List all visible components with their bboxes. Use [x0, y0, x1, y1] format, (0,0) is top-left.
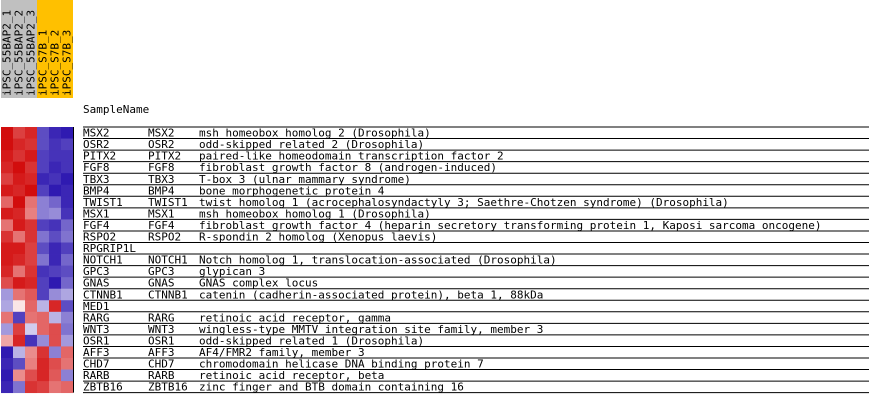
row-probe-label: RARB	[83, 369, 110, 383]
heatmap-cell	[13, 150, 25, 162]
row-description-label: T-box 3 (ulnar mammary syndrome)	[199, 172, 411, 186]
heatmap-cell	[37, 196, 49, 208]
heatmap-cell	[13, 323, 25, 335]
heatmap-cell	[1, 346, 13, 358]
heatmap-cell	[49, 208, 61, 220]
heatmap-cell	[49, 254, 61, 266]
heatmap-cell	[1, 335, 13, 347]
heatmap-cell	[13, 358, 25, 370]
heatmap-cell	[37, 358, 49, 370]
heatmap-cell	[37, 289, 49, 301]
row-description-label: odd-skipped related 2 (Drosophila)	[199, 138, 425, 152]
row-symbol-label: BMP4	[148, 184, 175, 198]
heatmap-cell	[49, 381, 61, 393]
heatmap-cell	[49, 196, 61, 208]
heatmap-cell	[1, 243, 13, 255]
row-probe-label: PITX2	[83, 149, 117, 163]
row-symbol-label: RARB	[148, 369, 175, 383]
heatmap-cell	[37, 139, 49, 151]
heatmap-cell	[25, 139, 37, 151]
heatmap-cell	[61, 277, 73, 289]
heatmap-cell	[13, 300, 25, 312]
row-probe-label: ZBTB16	[83, 380, 123, 394]
row-description-label: fibroblast growth factor 8 (androgen-induced)	[199, 161, 498, 175]
heatmap-cell	[25, 381, 37, 393]
heatmap-cell	[1, 139, 13, 151]
heatmap-cell	[25, 277, 37, 289]
heatmap-cell	[37, 335, 49, 347]
heatmap-cell	[1, 196, 13, 208]
heatmap-cell	[13, 162, 25, 174]
heatmap-cell	[1, 370, 13, 382]
heatmap-cell	[37, 266, 49, 278]
row-description-label: glypican 3	[199, 265, 266, 279]
heatmap-cell	[37, 381, 49, 393]
row-description-label: wingless-type MMTV integration site family, member 3	[199, 322, 544, 336]
heatmap-cell	[25, 219, 37, 231]
row-description-label: msh homeobox homolog 2 (Drosophila)	[199, 126, 431, 140]
heatmap-cell	[37, 370, 49, 382]
row-symbol-label: NOTCH1	[148, 253, 188, 267]
column-label: iPSC_S7B_2	[48, 29, 62, 96]
row-description-label: retinoic acid receptor, gamma	[199, 311, 392, 325]
heatmap-cell	[1, 323, 13, 335]
heatmap-cell	[25, 150, 37, 162]
heatmap-cell	[13, 219, 25, 231]
heatmap-cell	[13, 335, 25, 347]
heatmap-cell	[25, 300, 37, 312]
heatmap-cell	[1, 162, 13, 174]
row-probe-label: AFF3	[83, 346, 110, 359]
row-probe-label: OSR1	[83, 334, 110, 348]
row-description-label: bone morphogenetic protein 4	[199, 184, 385, 198]
column-label: iPSC_55BAP2_2	[12, 9, 26, 96]
heatmap-cell	[1, 289, 13, 301]
heatmap-cell	[37, 300, 49, 312]
row-description-label: Notch homolog 1, translocation-associated (Drosophila)	[199, 253, 557, 267]
heatmap-cell	[1, 254, 13, 266]
heatmap-cell	[61, 243, 73, 255]
row-symbol-label: TWIST1	[148, 195, 188, 209]
heatmap-cell	[13, 370, 25, 382]
row-probe-label: BMP4	[83, 184, 110, 198]
heatmap-cell	[1, 266, 13, 278]
row-symbol-label: CTNNB1	[148, 288, 188, 302]
heatmap-cell	[37, 346, 49, 358]
heatmap-cell	[49, 162, 61, 174]
heatmap-cell	[13, 289, 25, 301]
heatmap-cell	[1, 381, 13, 393]
row-description-label: retinoic acid receptor, beta	[199, 369, 385, 383]
heatmap-cell	[49, 219, 61, 231]
column-label: iPSC_S7B_1	[36, 29, 50, 96]
heatmap-cell	[1, 185, 13, 197]
heatmap-cell	[49, 358, 61, 370]
heatmap-cell	[49, 185, 61, 197]
heatmap-cell	[49, 173, 61, 185]
heatmap-cell	[13, 381, 25, 393]
heatmap-cell	[13, 277, 25, 289]
heatmap-cell	[1, 219, 13, 231]
row-symbol-label: WNT3	[148, 322, 175, 336]
heatmap-cell	[61, 173, 73, 185]
heatmap-cell	[1, 173, 13, 185]
heatmap-cell	[61, 346, 73, 358]
row-symbol-label: GPC3	[148, 265, 175, 279]
row-probe-label: RSPO2	[83, 230, 117, 244]
heatmap-cell	[1, 277, 13, 289]
heatmap-cell	[25, 185, 37, 197]
row-symbol-label: MSX2	[148, 126, 175, 140]
heatmap-cell	[13, 266, 25, 278]
row-description-label: twist homolog 1 (acrocephalosyndactyly 3; Saethre-Chotzen syndrome) (Drosophila)	[199, 195, 729, 209]
heatmap-cell	[25, 370, 37, 382]
heatmap-cell	[61, 231, 73, 243]
heatmap-cell	[37, 219, 49, 231]
row-header-label: SampleName	[83, 103, 150, 116]
heatmap-cell	[25, 162, 37, 174]
row-description-label: msh homeobox homolog 1 (Drosophila)	[199, 207, 431, 221]
heatmap-cell	[25, 127, 37, 139]
heatmap-cell	[1, 312, 13, 324]
heatmap-cell	[13, 127, 25, 139]
row-description-label: chromodomain helicase DNA binding protein 7	[199, 357, 484, 371]
row-probe-label: OSR2	[83, 138, 110, 152]
heatmap-cell	[25, 312, 37, 324]
heatmap-cell	[61, 312, 73, 324]
row-probe-label: MED1	[83, 299, 110, 313]
heatmap-cell	[61, 254, 73, 266]
heatmap-cell	[49, 266, 61, 278]
row-probe-label: FGF4	[83, 218, 110, 232]
heatmap-cell	[25, 289, 37, 301]
heatmap-cell	[13, 196, 25, 208]
row-description-label: paired-like homeodomain transcription factor 2	[199, 149, 504, 163]
heatmap-cell	[49, 370, 61, 382]
row-symbol-label: OSR1	[148, 334, 175, 348]
heatmap-cell	[13, 254, 25, 266]
heatmap-cell	[49, 139, 61, 151]
row-probe-label: TWIST1	[83, 195, 123, 209]
heatmap-cell	[61, 185, 73, 197]
heatmap-cell	[49, 127, 61, 139]
heatmap-cell	[49, 323, 61, 335]
row-probe-label: RPGRIP1L	[83, 242, 136, 256]
row-probe-label: GPC3	[83, 265, 110, 279]
heatmap-cell	[25, 335, 37, 347]
row-symbol-label: RARG	[148, 311, 175, 325]
heatmap-cell	[25, 346, 37, 358]
heatmap-cell	[1, 231, 13, 243]
heatmap-cell	[61, 219, 73, 231]
heatmap-cell	[25, 173, 37, 185]
row-symbol-label: RSPO2	[148, 230, 182, 244]
heatmap-cell	[61, 300, 73, 312]
heatmap-cell	[49, 277, 61, 289]
row-symbol-label: ZBTB16	[148, 380, 188, 394]
heatmap-cell	[25, 196, 37, 208]
heatmap-cell	[61, 150, 73, 162]
heatmap-cell	[49, 300, 61, 312]
column-label: iPSC_55BAP2_1	[0, 9, 14, 96]
heatmap-cell	[37, 185, 49, 197]
row-probe-label: MSX2	[83, 126, 110, 140]
row-symbol-label: MSX1	[148, 207, 175, 221]
heatmap-cell	[49, 150, 61, 162]
heatmap-cell	[13, 173, 25, 185]
row-description-label: R-spondin 2 homolog (Xenopus laevis)	[199, 230, 438, 244]
heatmap-cell	[61, 127, 73, 139]
heatmap-cell	[37, 208, 49, 220]
column-label: iPSC_55BAP2_3	[24, 9, 38, 96]
row-description-label: catenin (cadherin-associated protein), beta 1, 88kDa	[199, 288, 544, 302]
row-description-label: AF4/FMR2 family, member 3	[199, 346, 365, 359]
row-symbol-label: CHD7	[148, 357, 175, 371]
heatmap-cell	[25, 358, 37, 370]
heatmap-cell	[37, 312, 49, 324]
heatmap-cell	[61, 381, 73, 393]
row-symbol-label: TBX3	[148, 172, 175, 186]
row-probe-label: FGF8	[83, 161, 110, 175]
heatmap-cell	[1, 150, 13, 162]
row-description-label: GNAS complex locus	[199, 276, 319, 290]
heatmap-cell	[49, 243, 61, 255]
heatmap-cell	[61, 139, 73, 151]
heatmap-cell	[25, 231, 37, 243]
row-symbol-label: PITX2	[148, 149, 182, 163]
heatmap-cell	[61, 196, 73, 208]
heatmap-cell	[1, 127, 13, 139]
heatmap-cell	[13, 312, 25, 324]
heatmap-cell	[13, 185, 25, 197]
heatmap-cell	[37, 231, 49, 243]
row-symbol-label: FGF4	[148, 218, 175, 232]
row-probe-label: CTNNB1	[83, 288, 123, 302]
heatmap-cell	[61, 266, 73, 278]
heatmap-cell	[49, 346, 61, 358]
heatmap-cell	[1, 358, 13, 370]
heatmap-cell	[49, 312, 61, 324]
row-symbol-label: AFF3	[148, 346, 175, 359]
heatmap-cell	[37, 127, 49, 139]
heatmap-cell	[25, 243, 37, 255]
heatmap-cell	[37, 323, 49, 335]
heatmap-cell	[1, 300, 13, 312]
row-symbol-label: OSR2	[148, 138, 175, 152]
row-description-label: zinc finger and BTB domain containing 16	[199, 380, 464, 394]
heatmap-cell	[61, 335, 73, 347]
heatmap-cell	[25, 266, 37, 278]
heatmap-cell	[49, 289, 61, 301]
heatmap-cell	[13, 346, 25, 358]
heatmap-cell	[1, 208, 13, 220]
heatmap-cell	[37, 150, 49, 162]
heatmap-cell	[13, 231, 25, 243]
column-label: iPSC_S7B_3	[60, 29, 74, 96]
row-probe-label: TBX3	[83, 172, 110, 186]
heatmap-cell	[49, 335, 61, 347]
heatmap-cell	[13, 243, 25, 255]
heatmap-cell	[49, 231, 61, 243]
row-probe-label: RARG	[83, 311, 110, 325]
heatmap-cell	[13, 208, 25, 220]
heatmap-cell	[61, 358, 73, 370]
row-probe-label: WNT3	[83, 322, 110, 336]
heatmap-cell	[61, 323, 73, 335]
heatmap-cell	[61, 289, 73, 301]
row-description-label: fibroblast growth factor 4 (heparin secretory transforming protein 1, Kaposi sarcoma oncogene)	[199, 218, 822, 232]
heatmap-cell	[61, 162, 73, 174]
row-probe-label: CHD7	[83, 357, 110, 371]
heatmap-cell	[37, 173, 49, 185]
row-probe-label: MSX1	[83, 207, 110, 221]
heatmap-cell	[37, 243, 49, 255]
row-probe-label: GNAS	[83, 276, 110, 290]
row-symbol-label: GNAS	[148, 276, 175, 290]
row-symbol-label: FGF8	[148, 161, 175, 175]
heatmap-cell	[25, 323, 37, 335]
row-description-label: odd-skipped related 1 (Drosophila)	[199, 334, 425, 348]
heatmap-cell	[37, 254, 49, 266]
heatmap-cell	[25, 208, 37, 220]
heatmap-cell	[61, 208, 73, 220]
heatmap-cell	[61, 370, 73, 382]
row-probe-label: NOTCH1	[83, 253, 123, 267]
heatmap-cell	[13, 139, 25, 151]
heatmap-cell	[37, 277, 49, 289]
heatmap-cell	[37, 162, 49, 174]
heatmap-cell	[25, 254, 37, 266]
